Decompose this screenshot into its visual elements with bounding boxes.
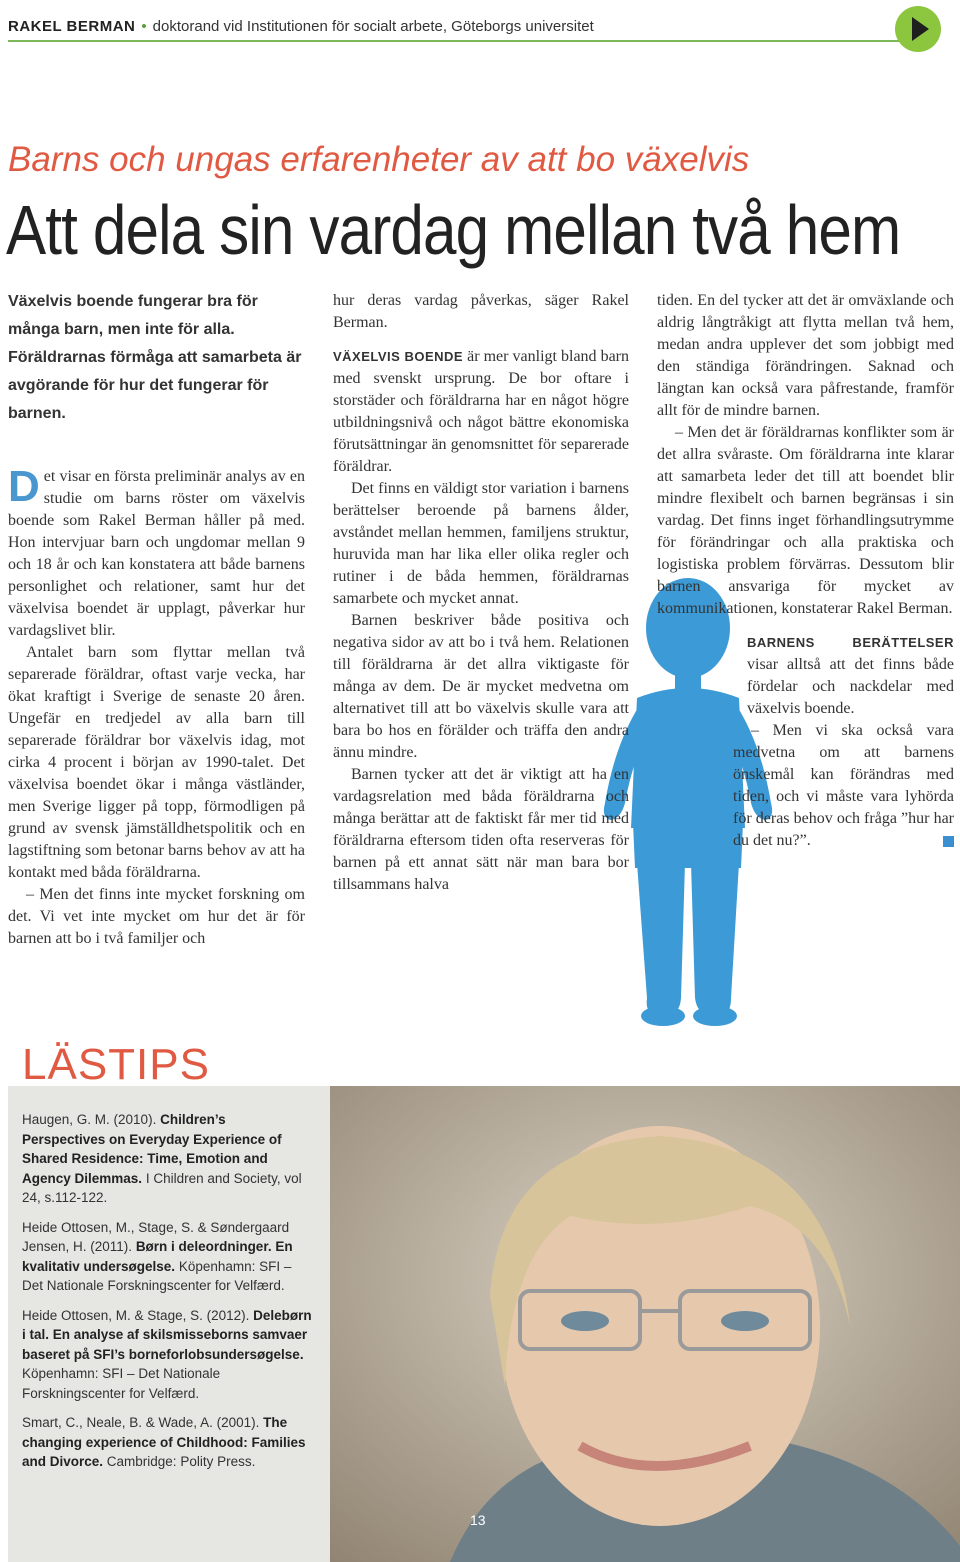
end-square-icon	[943, 836, 954, 847]
ref-authors: Heide Ottosen, M., Stage, S. & Søndergaard Jensen, H. (2011).	[22, 1219, 290, 1254]
ref-authors: Heide Ottosen, M. & Stage, S. (2012).	[22, 1307, 254, 1323]
article-headline: Att dela sin vardag mellan två hem	[6, 191, 901, 269]
author-photo	[330, 1086, 960, 1562]
play-icon	[895, 6, 941, 52]
ref-source: Köpenhamn: SFI – Det Nationale Forskningscenter for Velfærd.	[22, 1258, 292, 1293]
paragraph: – Men det är föräldrarnas konflikter som är det allra svåraste. Om föräldrarna inte klarar att samarbeta leder det till att boendet blir mindre flexibelt och barnen begränsas i sin vardag. Det finns inget förhandlingsutrymme för förändringar och alla praktiska och logistiska problem förvärras. Dessutom blir barnen ansvariga för mycket av kommunikationen, konstaterar Rakel Berman.	[657, 424, 954, 617]
bullet: •	[141, 18, 147, 35]
page-header	[0, 0, 960, 58]
paragraph-text: et visar en första preliminär analys av en studie om barns röster om växelvis boende som Rakel Berman håller på med. Hon intervjuar barn och ungdomar mellan 9 och 18 år och kan konstatera att både barnens personlighet och relationer, samt hur det växelvisa boendet är upplagt, påverkar hur vardagslivet blir.	[8, 468, 305, 639]
paragraph: tiden. En del tycker att det är omväxlande och aldrig långtråkigt att flytta mellan två hem, medan andra upplever det som jobbigt med den ständiga förändringen. Saknad och längtan kan också vara påfrestande, framför allt för de mindre barnen.	[657, 292, 954, 419]
author-name: RAKEL BERMAN	[8, 18, 136, 35]
ref-authors: Haugen, G. M. (2010).	[22, 1112, 161, 1127]
ref-title: Børn i deleordninger. En kvalitativ undersøgelse.	[22, 1239, 293, 1274]
paragraph-text: är mer vanligt bland barn med svenskt ursprung. De bor oftare i storstäder och föräldrarna har en något högre utbildningsnivå och något bättre ekonomiska förutsättningar än genomsnittet för separerade föräldrar.	[333, 348, 630, 475]
paragraph: – Men det finns inte mycket forskning om det. Vi vet inte mycket om hur det är för barnen att bo i två familjer och	[8, 886, 305, 947]
paragraph	[657, 632, 954, 720]
paragraph: Antalet barn som flyttar mellan två separerade föräldrar, oftast varje vecka, har ökat kraftigt i Sverige de senaste 20 åren. Ungefär en tredjedel av alla barn till separerade föräldrar bor växelvis idag, mot cirka 4 procent i början av 1990-talet. Det växelvisa boendet ökar i många västländer, men Sverige ligger på topp, förmodligen på grund av svensk jämställdhetspolitik och en lagstiftning som betonar barns behov av att ha kontakt med båda föräldrarna.	[8, 644, 305, 881]
text-column-1	[8, 462, 305, 950]
ref-authors: Smart, C., Neale, B. & Wade, A. (2001).	[22, 1415, 264, 1430]
ref-source: Köpenhamn: SFI – Det Nationale Forskningscenter for Velfærd.	[22, 1366, 221, 1401]
ref-title: Delebørn i tal. En analyse af skilsmisseborns samvaer baseret på SFI’s borneforlobsundersøgelse.	[22, 1307, 312, 1362]
paragraph: Barnen tycker att det är viktigt att ha en vardagsrelation med båda föräldrarna och många berättar att de faktiskt får mer tid med föräldrarna eftersom tiden ofta reserveras för barnen på ett annat sätt när man bara bor tillsammans halva	[333, 766, 629, 893]
author-affiliation: doktorand vid Institutionen för socialt arbete, Göteborgs universitet	[152, 18, 594, 35]
reading-tips-title: LÄSTIPS	[22, 1040, 210, 1089]
text-column-2	[333, 290, 629, 896]
text-column-3	[657, 290, 954, 852]
ref-source: I Children and Society, vol 24, s.112-122.	[22, 1170, 302, 1205]
paragraph: hur deras vardag påverkas, säger Rakel Berman.	[333, 292, 629, 331]
article-ingress: Växelvis boende fungerar bra för många barn, men inte för alla. Föräldrarnas förmåga att samarbeta är avgörande för hur det fungerar för barnen.	[8, 293, 302, 422]
paragraph: Det finns en väldigt stor variation i barnens berättelser beroende på barnens ålder, avståndet mellan hemmen, familjens struktur, huruvida man har lika eller olika regler och rutiner i de båda hemmen, föräldrarnas samarbete och mycket annat.	[333, 480, 629, 607]
paragraph-text: visar alltså att det finns både fördelar och nackdelar med växelvis boende.	[747, 656, 954, 717]
reference-item	[22, 1413, 312, 1472]
paragraph	[333, 346, 629, 478]
ref-title: The changing experience of Childhood: Families and Divorce.	[22, 1415, 306, 1469]
drop-cap: D	[8, 462, 40, 511]
reading-tips-list	[22, 1110, 312, 1482]
reference-item	[22, 1218, 312, 1296]
paragraph	[657, 720, 954, 852]
reference-item	[22, 1306, 312, 1404]
ref-source: Cambridge: Polity Press.	[103, 1454, 256, 1469]
reference-item	[22, 1110, 312, 1208]
section-lead: VÄXELVIS BOENDE	[333, 349, 464, 364]
section-lead: BARNENS BERÄTTELSER	[747, 635, 954, 650]
paragraph: Barnen beskriver både positiva och negativa sidor av att bo i två hem. Relationen till föräldrarna är det allra viktigaste för många av dem. De är mycket medvetna om alternativet till att bo växelvis skulle vara att bara bo hos en förälder och träffa den andra ännu mindre.	[333, 612, 629, 761]
page-number: 13	[470, 1512, 486, 1528]
paragraph-text: – Men vi ska också vara medvetna om att barnens önskemål kan förändras med tiden, och vi måste vara lyhörda för deras behov och fråga ”hur har du det nu?”.	[733, 722, 954, 849]
article-kicker: Barns och ungas erfarenheter av att bo växelvis	[8, 140, 750, 179]
byline	[8, 18, 594, 35]
header-rule	[8, 40, 910, 42]
paragraph	[8, 462, 305, 642]
ref-title: Children’s Perspectives on Everyday Experience of Shared Residence: Time, Emotion and Agency Dilemmas.	[22, 1112, 282, 1186]
